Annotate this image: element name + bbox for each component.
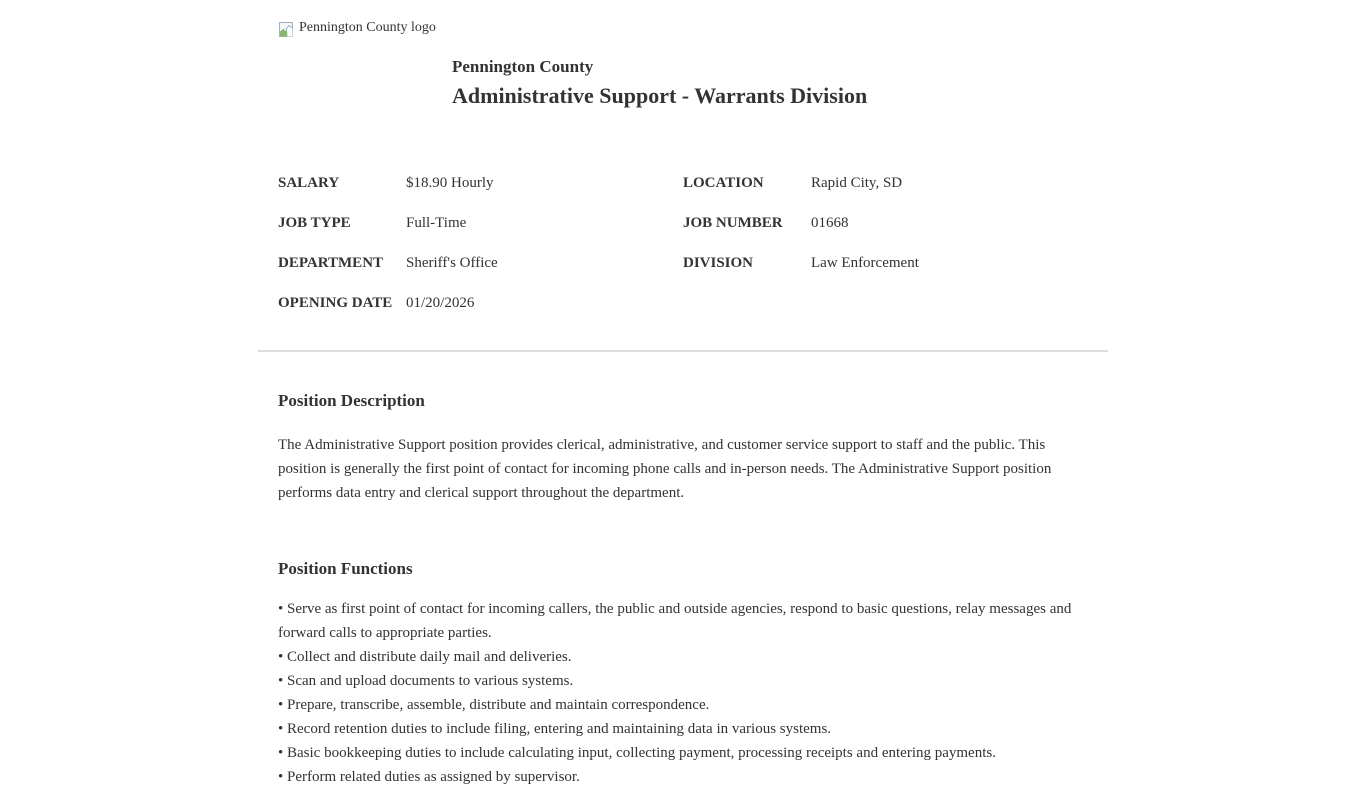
position-functions-list bbox=[278, 597, 1088, 789]
job-number-value: 01668 bbox=[811, 215, 849, 231]
detail-row-location bbox=[683, 174, 1088, 214]
list-item: • Serve as first point of contact for incoming callers, the public and outside agencies, respond to basic questions, relay messages and forward calls to appropriate parties. bbox=[278, 601, 1072, 641]
list-item: • Perform related duties as assigned by supervisor. bbox=[278, 769, 580, 785]
list-item: • Basic bookkeeping duties to include calculating input, collecting payment, processing receipts and entering payments. bbox=[278, 745, 996, 761]
list-item: • Collect and distribute daily mail and deliveries. bbox=[278, 649, 572, 665]
list-item: • Prepare, transcribe, assemble, distribute and maintain correspondence. bbox=[278, 697, 710, 713]
location-value: Rapid City, SD bbox=[811, 175, 903, 191]
department-label: DEPARTMENT bbox=[278, 255, 384, 271]
section-divider bbox=[258, 350, 1108, 352]
detail-row-job-number bbox=[683, 214, 1088, 254]
division-label: DIVISION bbox=[683, 255, 754, 271]
opening-date-label: OPENING DATE bbox=[278, 295, 393, 311]
broken-image-icon bbox=[278, 21, 297, 43]
detail-row-department bbox=[278, 254, 683, 294]
logo-placeholder bbox=[278, 20, 436, 43]
section-position-functions bbox=[278, 558, 1088, 789]
posting-header bbox=[278, 20, 1088, 112]
position-functions-heading: Position Functions bbox=[278, 559, 413, 578]
detail-row-division bbox=[683, 254, 1088, 294]
section-position-description bbox=[278, 390, 1088, 505]
page-title: Administrative Support - Warrants Division bbox=[452, 83, 868, 108]
salary-value: $18.90 Hourly bbox=[406, 175, 494, 191]
title-block bbox=[452, 20, 1088, 109]
job-type-label: JOB TYPE bbox=[278, 215, 351, 231]
position-description-heading: Position Description bbox=[278, 391, 425, 410]
location-label: LOCATION bbox=[683, 175, 764, 191]
department-value: Sheriff's Office bbox=[406, 255, 498, 271]
detail-row-salary bbox=[278, 174, 683, 214]
position-description-text: The Administrative Support position provides clerical, administrative, and customer service support to staff and the public. This position is generally the first point of contact for incoming phone calls and in-person needs. The Administrative Support position performs data entry and clerical support throughout the department. bbox=[278, 437, 1052, 501]
detail-row-job-type bbox=[278, 214, 683, 254]
details-right-column bbox=[683, 174, 1088, 334]
org-name: Pennington County bbox=[452, 57, 594, 76]
job-number-label: JOB NUMBER bbox=[683, 215, 783, 231]
logo-alt-text: Pennington County logo bbox=[299, 20, 436, 35]
division-value: Law Enforcement bbox=[811, 255, 919, 271]
job-type-value: Full-Time bbox=[406, 215, 467, 231]
details-left-column bbox=[278, 174, 683, 334]
detail-row-opening-date bbox=[278, 294, 683, 334]
salary-label: SALARY bbox=[278, 175, 340, 191]
list-item: • Record retention duties to include filing, entering and maintaining data in various systems. bbox=[278, 721, 832, 737]
opening-date-value: 01/20/2026 bbox=[406, 295, 475, 311]
list-item: • Scan and upload documents to various systems. bbox=[278, 673, 574, 689]
job-details-grid bbox=[278, 174, 1088, 334]
job-posting-page bbox=[258, 0, 1108, 789]
